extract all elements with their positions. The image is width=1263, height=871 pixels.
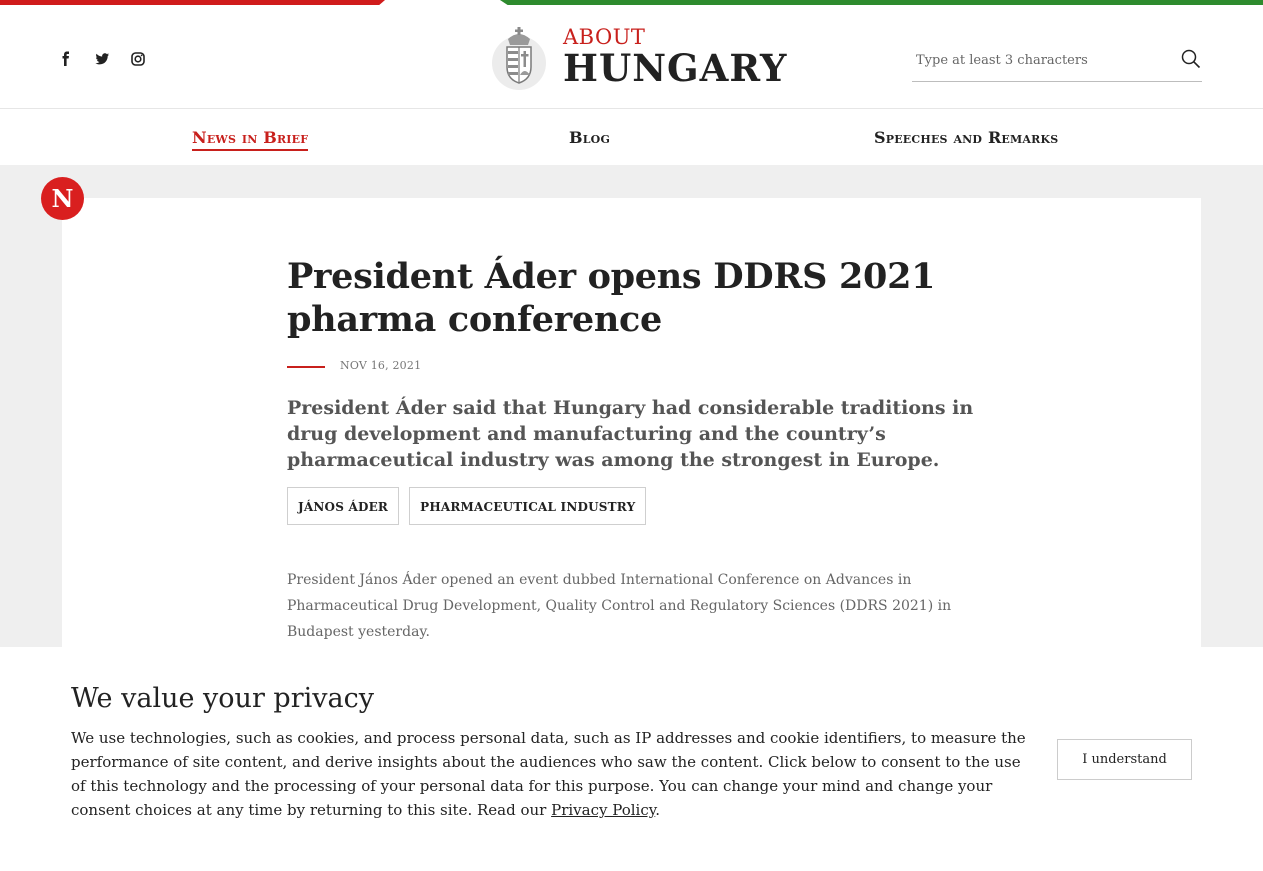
social-links bbox=[58, 51, 146, 67]
article-date: NOV 16, 2021 bbox=[340, 359, 422, 372]
tag-pharmaceutical-industry[interactable]: PHARMACEUTICAL INDUSTRY bbox=[409, 487, 646, 525]
search-box bbox=[912, 41, 1202, 82]
privacy-text bbox=[71, 726, 1031, 822]
main-nav bbox=[0, 110, 1263, 165]
logo-hungary-text: HUNGARY bbox=[563, 46, 788, 90]
privacy-text-end: . bbox=[655, 801, 661, 819]
privacy-banner bbox=[0, 647, 1263, 871]
article-title: President Áder opens DDRS 2021 pharma conference bbox=[287, 256, 936, 340]
date-rule bbox=[287, 366, 325, 368]
search-icon[interactable] bbox=[1180, 48, 1202, 70]
article-dateline bbox=[287, 359, 977, 377]
logo-about-text: ABOUT bbox=[563, 25, 646, 49]
article bbox=[287, 255, 977, 645]
i-understand-button[interactable]: I understand bbox=[1057, 739, 1192, 780]
twitter-icon[interactable] bbox=[94, 51, 110, 67]
news-badge: N bbox=[41, 177, 84, 220]
site-logo[interactable] bbox=[491, 23, 787, 91]
nav-blog[interactable]: Blog bbox=[569, 128, 611, 147]
coat-of-arms-icon bbox=[491, 23, 547, 91]
tag-janos-ader[interactable]: JÁNOS ÁDER bbox=[287, 487, 399, 525]
site-header bbox=[0, 5, 1263, 109]
instagram-icon[interactable] bbox=[130, 51, 146, 67]
privacy-body: We use technologies, such as cookies, and process personal data, such as IP addresses and cookie identifiers, to measure the performance of site content, and derive insights about the audiences who saw the content. Click below to consent to the use of this technology and the processing of your personal data for this purpose. You can change your mind and change your consent choices at any time by returning to this site. Read our bbox=[71, 729, 1026, 819]
search-input[interactable] bbox=[916, 47, 1166, 73]
nav-speeches-and-remarks[interactable]: Speeches and Remarks bbox=[874, 128, 1059, 147]
article-body: President János Áder opened an event dubbed International Conference on Advances in Pharmaceutical Drug Development, Quality Control and Regulatory Sciences (DDRS 2021) in Budapest yesterday. bbox=[287, 572, 952, 640]
facebook-icon[interactable] bbox=[58, 51, 74, 67]
privacy-heading: We value your privacy bbox=[71, 683, 374, 714]
article-tags bbox=[287, 487, 977, 525]
article-lead: President Áder said that Hungary had considerable traditions in drug development and manufacturing and the country’s pharmaceutical industry was among the strongest in Europe. bbox=[287, 397, 974, 471]
nav-news-in-brief[interactable]: News in Brief bbox=[192, 128, 308, 151]
privacy-policy-link[interactable]: Privacy Policy bbox=[551, 801, 656, 819]
